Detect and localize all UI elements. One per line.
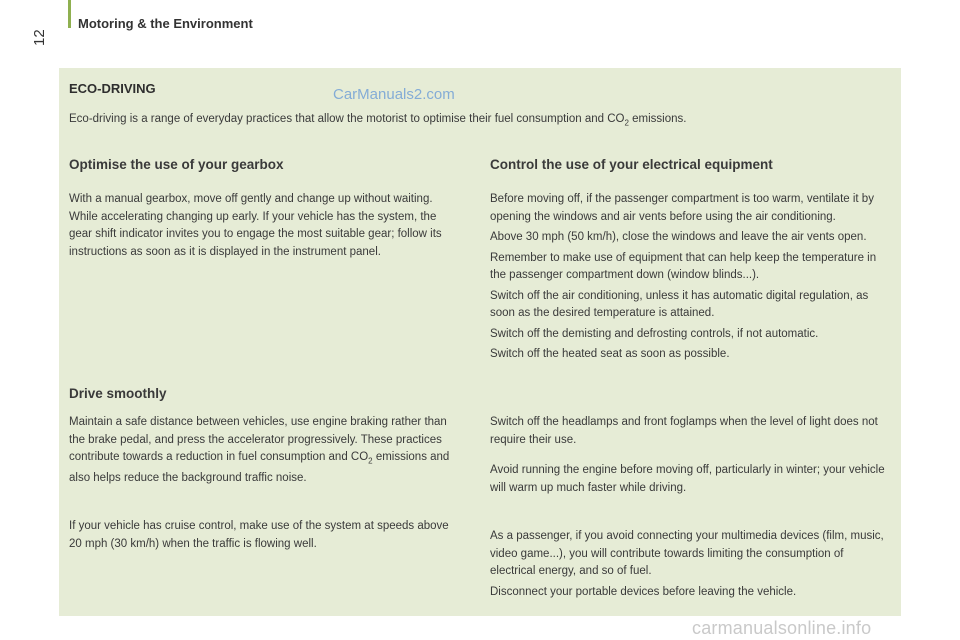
electrical-group-1 <box>490 191 888 367</box>
main-title: ECO-DRIVING <box>69 81 156 96</box>
electrical-item: Above 30 mph (50 km/h), close the windows and leave the air vents open. <box>490 231 867 243</box>
passenger-text: As a passenger, if you avoid connecting your multimedia devices (film, music, video game...), you will contribute towards limiting the consumption of electrical energy, and so of fuel. <box>490 530 884 577</box>
gearbox-paragraph: With a manual gearbox, move off gently and change up without waiting. While accelerating changing up early. If your vehicle has the system, the gear shift indicator invites you to engage the most suitable gear; follow its instructions as soon as it is displayed in the instrument panel. <box>69 193 442 258</box>
drive-paragraph-1: Maintain a safe distance between vehicles, use engine braking rather than the brake pedal, and press the accelerator progressively. These practices contribute towards a reduction in fuel consumption and $CO_2$ emissions and also helps reduce the background traffic noise. <box>69 416 450 484</box>
engine-text: Avoid running the engine before moving off, particularly in winter; your vehicle will warm up much faster while driving. <box>490 464 885 494</box>
gearbox-text <box>69 191 461 264</box>
electrical-engine <box>490 462 888 500</box>
heading-drive-smoothly: Drive smoothly <box>69 386 167 401</box>
header-accent-bar <box>68 0 71 28</box>
drive-paragraph-2: If your vehicle has cruise control, make use of the system at speeds above 20 mph (30 km/h) when the traffic is flowing well. <box>69 520 449 550</box>
electrical-item: Switch off the heated seat as soon as possible. <box>490 348 730 360</box>
electrical-item: Before moving off, if the passenger compartment is too warm, ventilate it by opening the windows and air vents before using the air conditioning. <box>490 193 874 223</box>
electrical-item: Switch off the air conditioning, unless it has automatic digital regulation, as soon as the desired temperature is attained. <box>490 289 869 319</box>
section-title: Motoring & the Environment <box>78 16 253 31</box>
electrical-item: Remember to make use of equipment that can help keep the temperature in the passenger compartment down (window blinds...). <box>490 251 877 281</box>
electrical-item: Switch off the demisting and defrosting controls, if not automatic. <box>490 327 819 340</box>
heading-electrical: Control the use of your electrical equipment <box>490 157 773 172</box>
page-number: 12 <box>31 29 48 46</box>
watermark-top: CarManuals2.com <box>333 86 455 103</box>
intro-text: Eco-driving is a range of everyday practices that allow the motorist to optimise their fuel consumption and $CO_2$ emissions. <box>69 113 687 128</box>
electrical-group-2 <box>490 528 888 604</box>
heading-gearbox: Optimise the use of your gearbox <box>69 157 284 172</box>
headlamps-text: Switch off the headlamps and front foglamps when the level of light does not require their use. <box>490 416 878 446</box>
electrical-headlamps <box>490 414 888 452</box>
disconnect-text: Disconnect your portable devices before leaving the vehicle. <box>490 585 797 598</box>
watermark-bottom: carmanualsonline.info <box>692 618 872 638</box>
drive-cruise-text <box>69 518 461 556</box>
subscript-2: 2 <box>624 118 629 128</box>
drive-text <box>69 414 461 490</box>
